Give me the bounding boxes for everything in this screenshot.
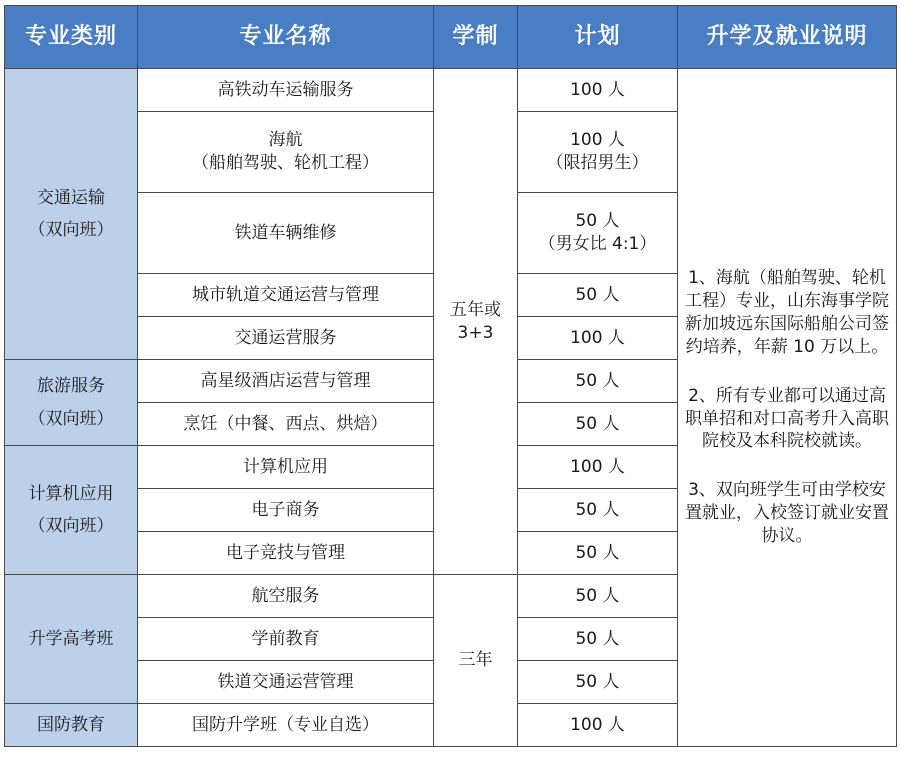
category-cell (5, 575, 138, 704)
category-note: （双向班） (28, 220, 114, 240)
plan-cell (518, 193, 678, 274)
category-name: 计算机应用 (28, 483, 114, 504)
plan-count: 50 人 (518, 360, 678, 403)
duration-three-plus-three: 3+3 (457, 322, 494, 343)
plan-cell (518, 112, 678, 193)
category-name: 旅游服务 (37, 376, 105, 397)
major-name: 计算机应用 (138, 446, 434, 489)
duration-five-year: 五年或 (450, 299, 501, 320)
notes-cell (678, 69, 897, 747)
category-cell (5, 446, 138, 575)
plan-count: 50 人 (518, 489, 678, 532)
major-name: 电子商务 (138, 489, 434, 532)
category-note: （双向班） (28, 408, 114, 429)
major-name: 国防升学班（专业自选） (138, 704, 434, 747)
note-item: 2、所有专业都可以通过高职单招和对口高考升入高职院校及本科院校就读。 (685, 385, 889, 452)
note-item: 1、海航（船舶驾驶、轮机工程）专业，山东海事学院新加坡远东国际船舶公司签约培养，年薪 10 万以上。 (685, 267, 889, 357)
major-name: 电子竞技与管理 (138, 532, 434, 575)
plan-count: 100 人 (518, 69, 678, 112)
major-name: 城市轨道交通运营与管理 (138, 274, 434, 317)
category-name: 交通运输 (37, 187, 105, 208)
major-detail: （船舶驾驶、轮机工程） (192, 153, 379, 173)
category-note: （双向班） (28, 516, 114, 536)
major-name: 学前教育 (138, 618, 434, 661)
table-row (5, 69, 897, 112)
category-cell (5, 360, 138, 446)
header-major-name: 专业名称 (138, 6, 434, 69)
major-name: 航空服务 (138, 575, 434, 618)
major-name: 铁道交通运营管理 (138, 661, 434, 704)
category-cell (5, 704, 138, 747)
category-name: 国防教育 (37, 714, 105, 735)
plan-count: 100 人 (518, 446, 678, 489)
duration-three-year: 三年 (458, 650, 493, 671)
plan-count: 50 人 (518, 532, 678, 575)
plan-count: 100 人 (518, 317, 678, 360)
header-plan: 计划 (518, 6, 678, 69)
category-name: 升学高考班 (28, 628, 114, 649)
header-duration: 学制 (434, 6, 518, 69)
major-name: 烹饪（中餐、西点、烘焙） (138, 403, 434, 446)
header-row (5, 6, 897, 69)
plan-count: 100 人 (570, 130, 625, 151)
major-name: 海航 (268, 130, 303, 151)
plan-note: （男女比 4:1） (538, 234, 657, 254)
header-category: 专业类别 (5, 6, 138, 69)
major-name: 交通运营服务 (138, 317, 434, 360)
major-name: 高铁动车运输服务 (138, 69, 434, 112)
major-name: 高星级酒店运营与管理 (138, 360, 434, 403)
duration-cell (434, 575, 518, 747)
major-name: 铁道车辆维修 (138, 193, 434, 274)
enrollment-plan-table (4, 5, 897, 747)
plan-count: 50 人 (518, 274, 678, 317)
plan-count: 50 人 (518, 618, 678, 661)
plan-count: 100 人 (518, 704, 678, 747)
plan-count: 50 人 (518, 403, 678, 446)
plan-count: 50 人 (518, 575, 678, 618)
note-item: 3、双向班学生可由学校安置就业，入校签订就业安置协议。 (685, 480, 889, 547)
category-cell (5, 69, 138, 360)
major-name-cell (138, 112, 434, 193)
header-notes: 升学及就业说明 (678, 6, 897, 69)
plan-count: 50 人 (575, 211, 620, 232)
plan-note: （限招男生） (546, 153, 649, 173)
plan-count: 50 人 (518, 661, 678, 704)
duration-cell (434, 69, 518, 575)
